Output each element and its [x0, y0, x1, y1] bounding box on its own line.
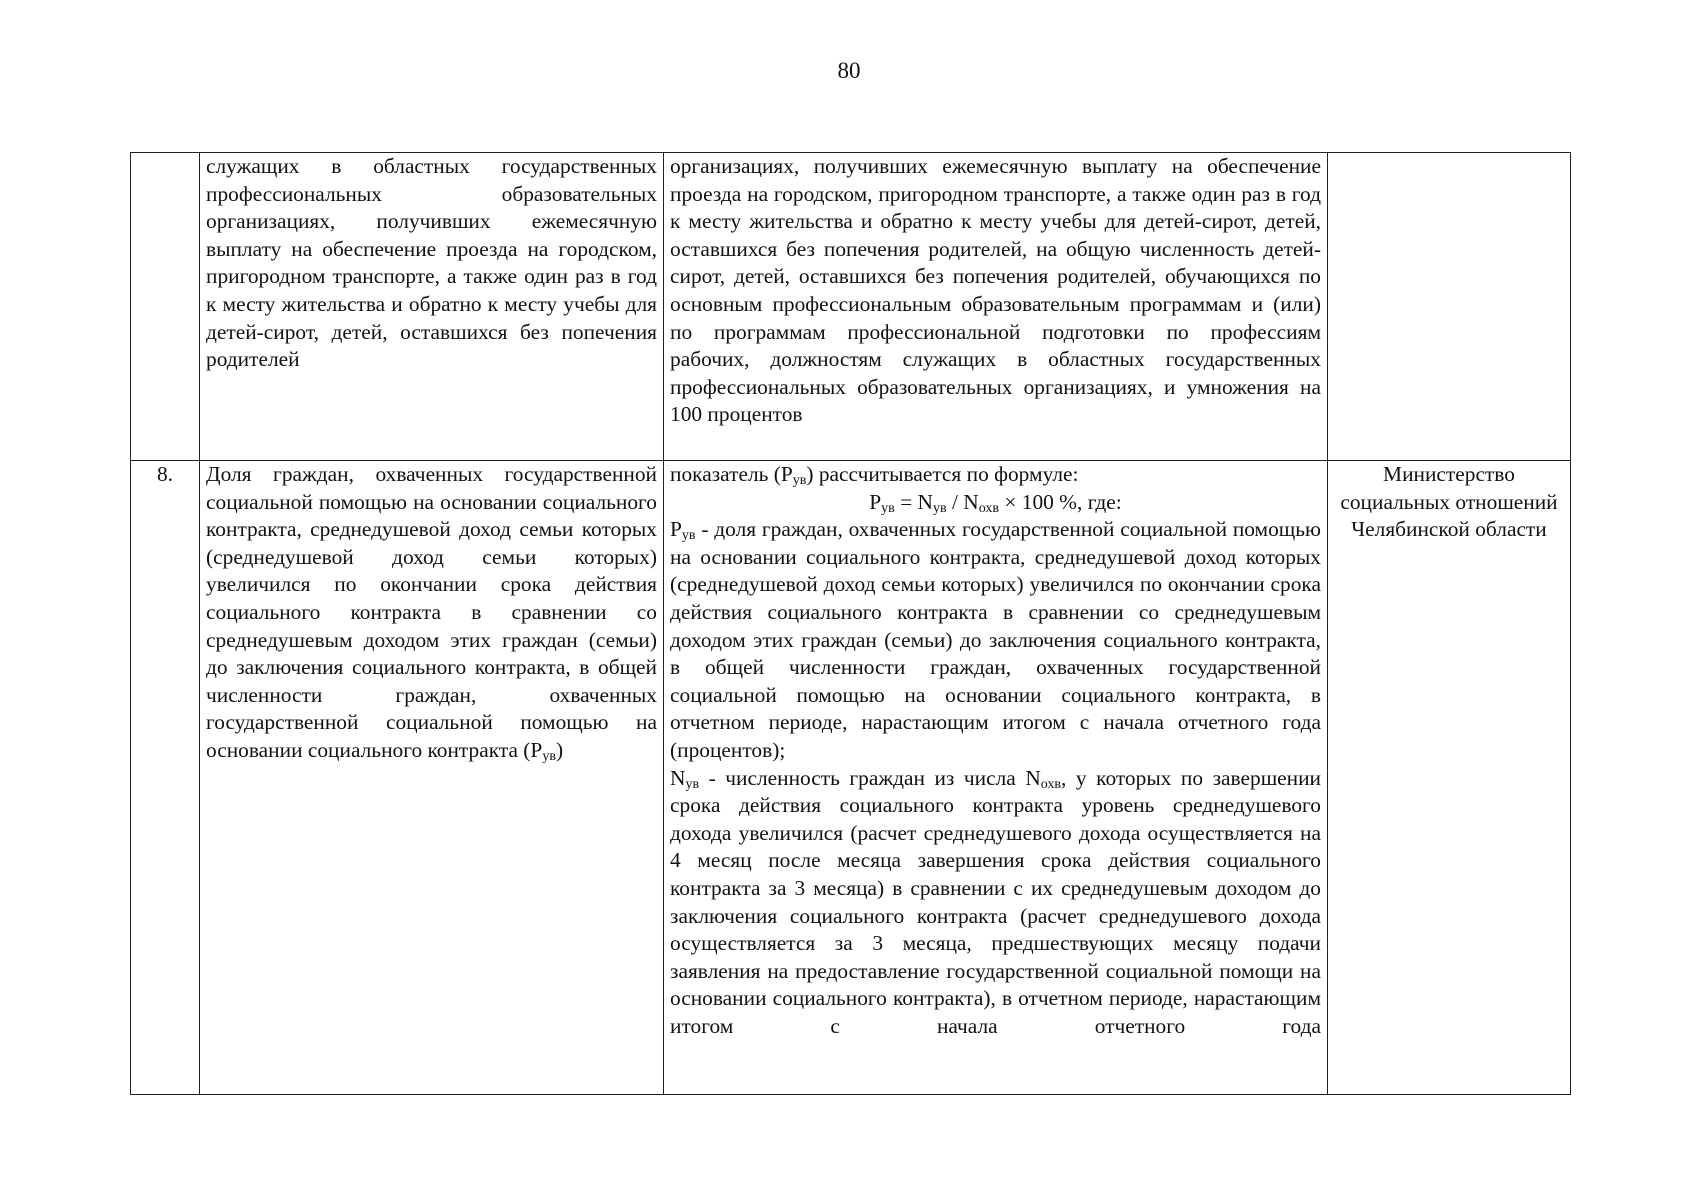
indicators-table — [130, 152, 1571, 1095]
method-intro-text: показатель (P — [670, 462, 793, 486]
definition-n — [670, 765, 1321, 1041]
definition-n-subscript: ув — [685, 776, 700, 792]
calculation-method-cell — [664, 461, 1328, 1095]
definition-p-symbol: P — [670, 517, 682, 542]
indicator-name-text: служащих в областных государственных профессиональных образовательных организациях, получивших ежемесячную выплату на обеспечение проезда на городском, пригородном транспорте, а также один раз в год к месту жительства и обратно к месту учебы для детей-сирот, детей, оставшихся без попечения родителей — [206, 154, 657, 372]
indicator-subscript: ув — [542, 748, 556, 764]
method-intro-text-end: ) рассчитывается по формуле: — [806, 462, 1079, 486]
indicator-name-text — [206, 461, 657, 765]
page-number: 80 — [837, 58, 861, 83]
indicator-name-main: Доля граждан, охваченных государственной социальной помощью на основании социального контракта, среднедушевой доход семьи которых (среднедушевой доход семьи которых) увеличился по окончании срока действия социального контракта в сравнении со среднедушевым доходом этих граждан (семьи) до заключения социального контракта, в общей численности граждан, охваченных государственной социальной помощью на основании социального контракта (P — [206, 462, 657, 762]
formula-divide-n: / N — [946, 489, 979, 514]
definition-n-subscript-2: охв — [1040, 776, 1062, 792]
indicator-name-cell — [200, 461, 664, 1095]
calculation-method-cell — [664, 153, 1328, 461]
row-number-cell: 8. — [131, 461, 200, 1095]
definition-n-symbol: N — [670, 765, 686, 790]
definition-p-subscript: ув — [681, 528, 696, 544]
responsible-cell: Министерство социальных отношений Челябинской области — [1328, 461, 1571, 1095]
formula-p-subscript: ув — [881, 500, 895, 516]
indicator-name-cell — [200, 153, 664, 461]
formula-equals-n: = N — [894, 489, 933, 514]
formula-rest: × 100 %, где: — [998, 489, 1122, 514]
method-intro-subscript: ув — [792, 473, 807, 488]
indicator-name-end: ) — [555, 737, 564, 762]
formula — [670, 489, 1321, 517]
definition-p — [670, 516, 1321, 764]
definition-p-text: - доля граждан, охваченных государственной социальной помощью на основании социального контракта, среднедушевой доход которых (среднедушевой доход семьи которых) увеличился по окончании срока действия социального контракта в сравнении со среднедушевым доходом этих граждан (семьи) до заключения социального контракта, в общей численности граждан, охваченных государственной социальной помощью на основании социального контракта, в отчетном периоде, нарастающим итогом с начала отчетного года (процентов); — [670, 517, 1321, 762]
table-row — [131, 153, 1571, 461]
calculation-method-text: организациях, получивших ежемесячную выплату на обеспечение проезда на городском, пригородном транспорте, а также один раз в год к месту жительства и обратно к месту учебы для детей-сирот, детей, оставшихся без попечения родителей, на общую численность детей-сирот, детей, оставшихся без попечения родителей, обучающихся по основным профессиональным образовательным программам и (или) по программам профессиональной подготовки по профессиям рабочих, должностям служащих в областных государственных профессиональных образовательных организациях, и умножения на 100 процентов — [670, 154, 1321, 427]
method-intro — [670, 461, 1321, 489]
formula-d-subscript: охв — [978, 500, 999, 516]
row-number-cell — [131, 153, 200, 461]
table-row — [131, 461, 1571, 1095]
responsible-cell — [1328, 153, 1571, 461]
definition-n-text-end: , у которых по завершении срока действия социального контракта уровень среднедушевого дохода увеличился (расчет среднедушевого дохода осуществляется на 4 месяц после месяца завершения срока действия социального контракта за 3 месяца) в сравнении с их среднедушевым доходом до заключения социального контракта (расчет среднедушевого дохода осуществляется за 3 месяца, предшествующих месяцу подачи заявления на предоставление государственной социальной помощи на основании социального контракта), в отчетном периоде, нарастающим итогом с начала отчетного года — [670, 765, 1322, 1038]
formula-p: P — [869, 489, 882, 514]
definition-n-text: - численность граждан из числа N — [699, 765, 1041, 790]
formula-n-subscript: ув — [933, 500, 947, 516]
